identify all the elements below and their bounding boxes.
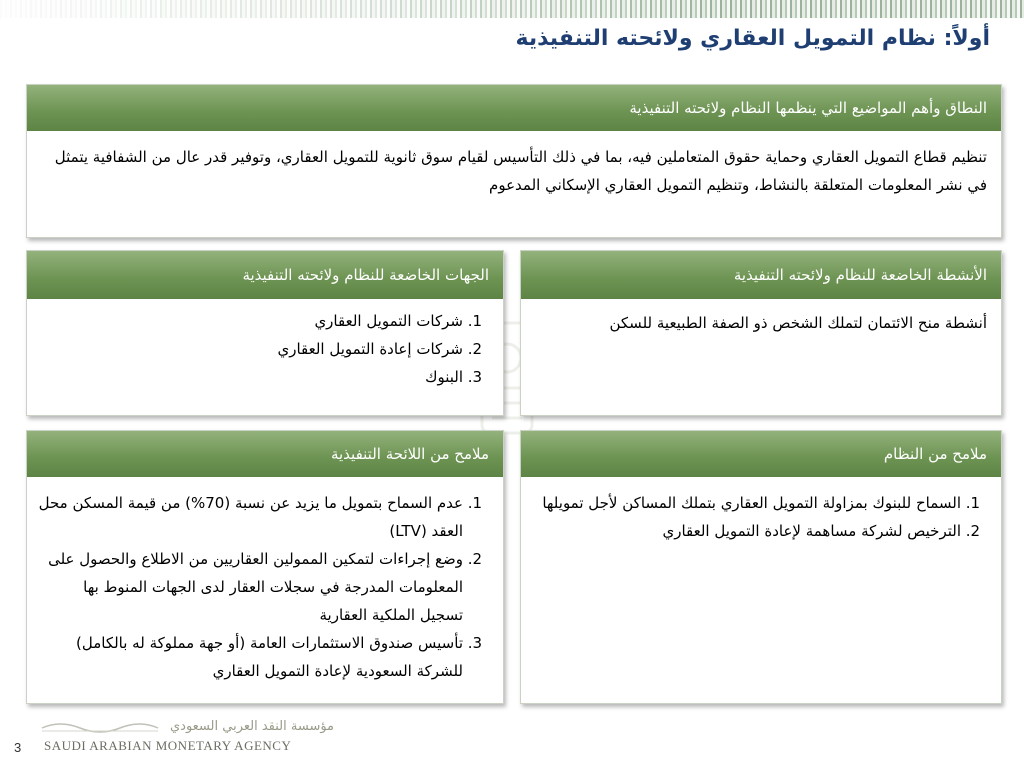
activities-panel-text: أنشطة منح الائتمان لتملك الشخص ذو الصفة الطبيعية للسكن <box>609 314 987 332</box>
scope-panel <box>26 84 1002 238</box>
regulation-features-panel <box>26 430 504 704</box>
regulation-features-panel-header: ملامح من اللائحة التنفيذية <box>27 431 503 477</box>
law-features-list-item: 1. السماح للبنوك بمزاولة التمويل العقاري بتملك المساكن لأجل تمويلها <box>531 489 961 517</box>
law-features-panel <box>520 430 1002 704</box>
law-features-list-item: 2. الترخيص لشركة مساهمة لإعادة التمويل العقاري <box>531 517 961 545</box>
scope-panel-body <box>27 131 1001 237</box>
scope-panel-header: النطاق وأهم المواضيع التي ينظمها النظام ولائحته التنفيذية <box>27 85 1001 131</box>
page-number: 3 <box>14 740 22 755</box>
law-features-panel-body <box>521 477 1001 703</box>
entities-list-item: 1. شركات التمويل العقاري <box>37 307 463 335</box>
activities-panel-body <box>521 299 1001 415</box>
entities-list <box>37 307 489 391</box>
law-features-list <box>531 489 987 545</box>
regulation-features-list-item: 3. تأسيس صندوق الاستثمارات العامة (أو جهة مملوكة له بالكامل) للشركة السعودية لإعادة التمويل العقاري <box>37 629 463 685</box>
slide-title: أولاً: نظام التمويل العقاري ولائحته التنفيذية <box>515 26 990 51</box>
regulation-features-list-item: 2. وضع إجراءات لتمكين الممولين العقاريين من الاطلاع والحصول على المعلومات المدرجة في سجلات العقار لدى الجهات المنوط بها تسجيل الملكية العقارية <box>37 545 463 629</box>
activities-panel <box>520 250 1002 416</box>
entities-panel-body <box>27 299 503 415</box>
agency-logo-icon <box>40 718 160 734</box>
regulation-features-list <box>37 489 489 685</box>
scope-panel-text: تنظيم قطاع التمويل العقاري وحماية حقوق المتعاملين فيه، بما في ذلك التأسيس لقيام سوق ثانوية للتمويل العقاري، وتوفير قدر عال من الشفافية يتمثل في نشر المعلومات المتعلقة بالنشاط، وتنظيم التمويل العقاري الإسكاني المدعوم <box>54 148 987 194</box>
entities-list-item: 2. شركات إعادة التمويل العقاري <box>37 335 463 363</box>
regulation-features-panel-body <box>27 477 503 703</box>
entities-panel <box>26 250 504 416</box>
regulation-features-list-item: 1. عدم السماح بتمويل ما يزيد عن نسبة (70%) من قيمة المسكن محل العقد (LTV) <box>37 489 463 545</box>
agency-name-english: SAUDI ARABIAN MONETARY AGENCY <box>44 738 292 753</box>
agency-name-arabic: مؤسسة النقد العربي السعودي <box>170 719 335 734</box>
law-features-panel-header: ملامح من النظام <box>521 431 1001 477</box>
entities-panel-header: الجهات الخاضعة للنظام ولائحته التنفيذية <box>27 251 503 299</box>
activities-panel-header: الأنشطة الخاضعة للنظام ولائحته التنفيذية <box>521 251 1001 299</box>
entities-list-item: 3. البنوك <box>37 363 463 391</box>
top-stripe-fade <box>0 0 1024 18</box>
